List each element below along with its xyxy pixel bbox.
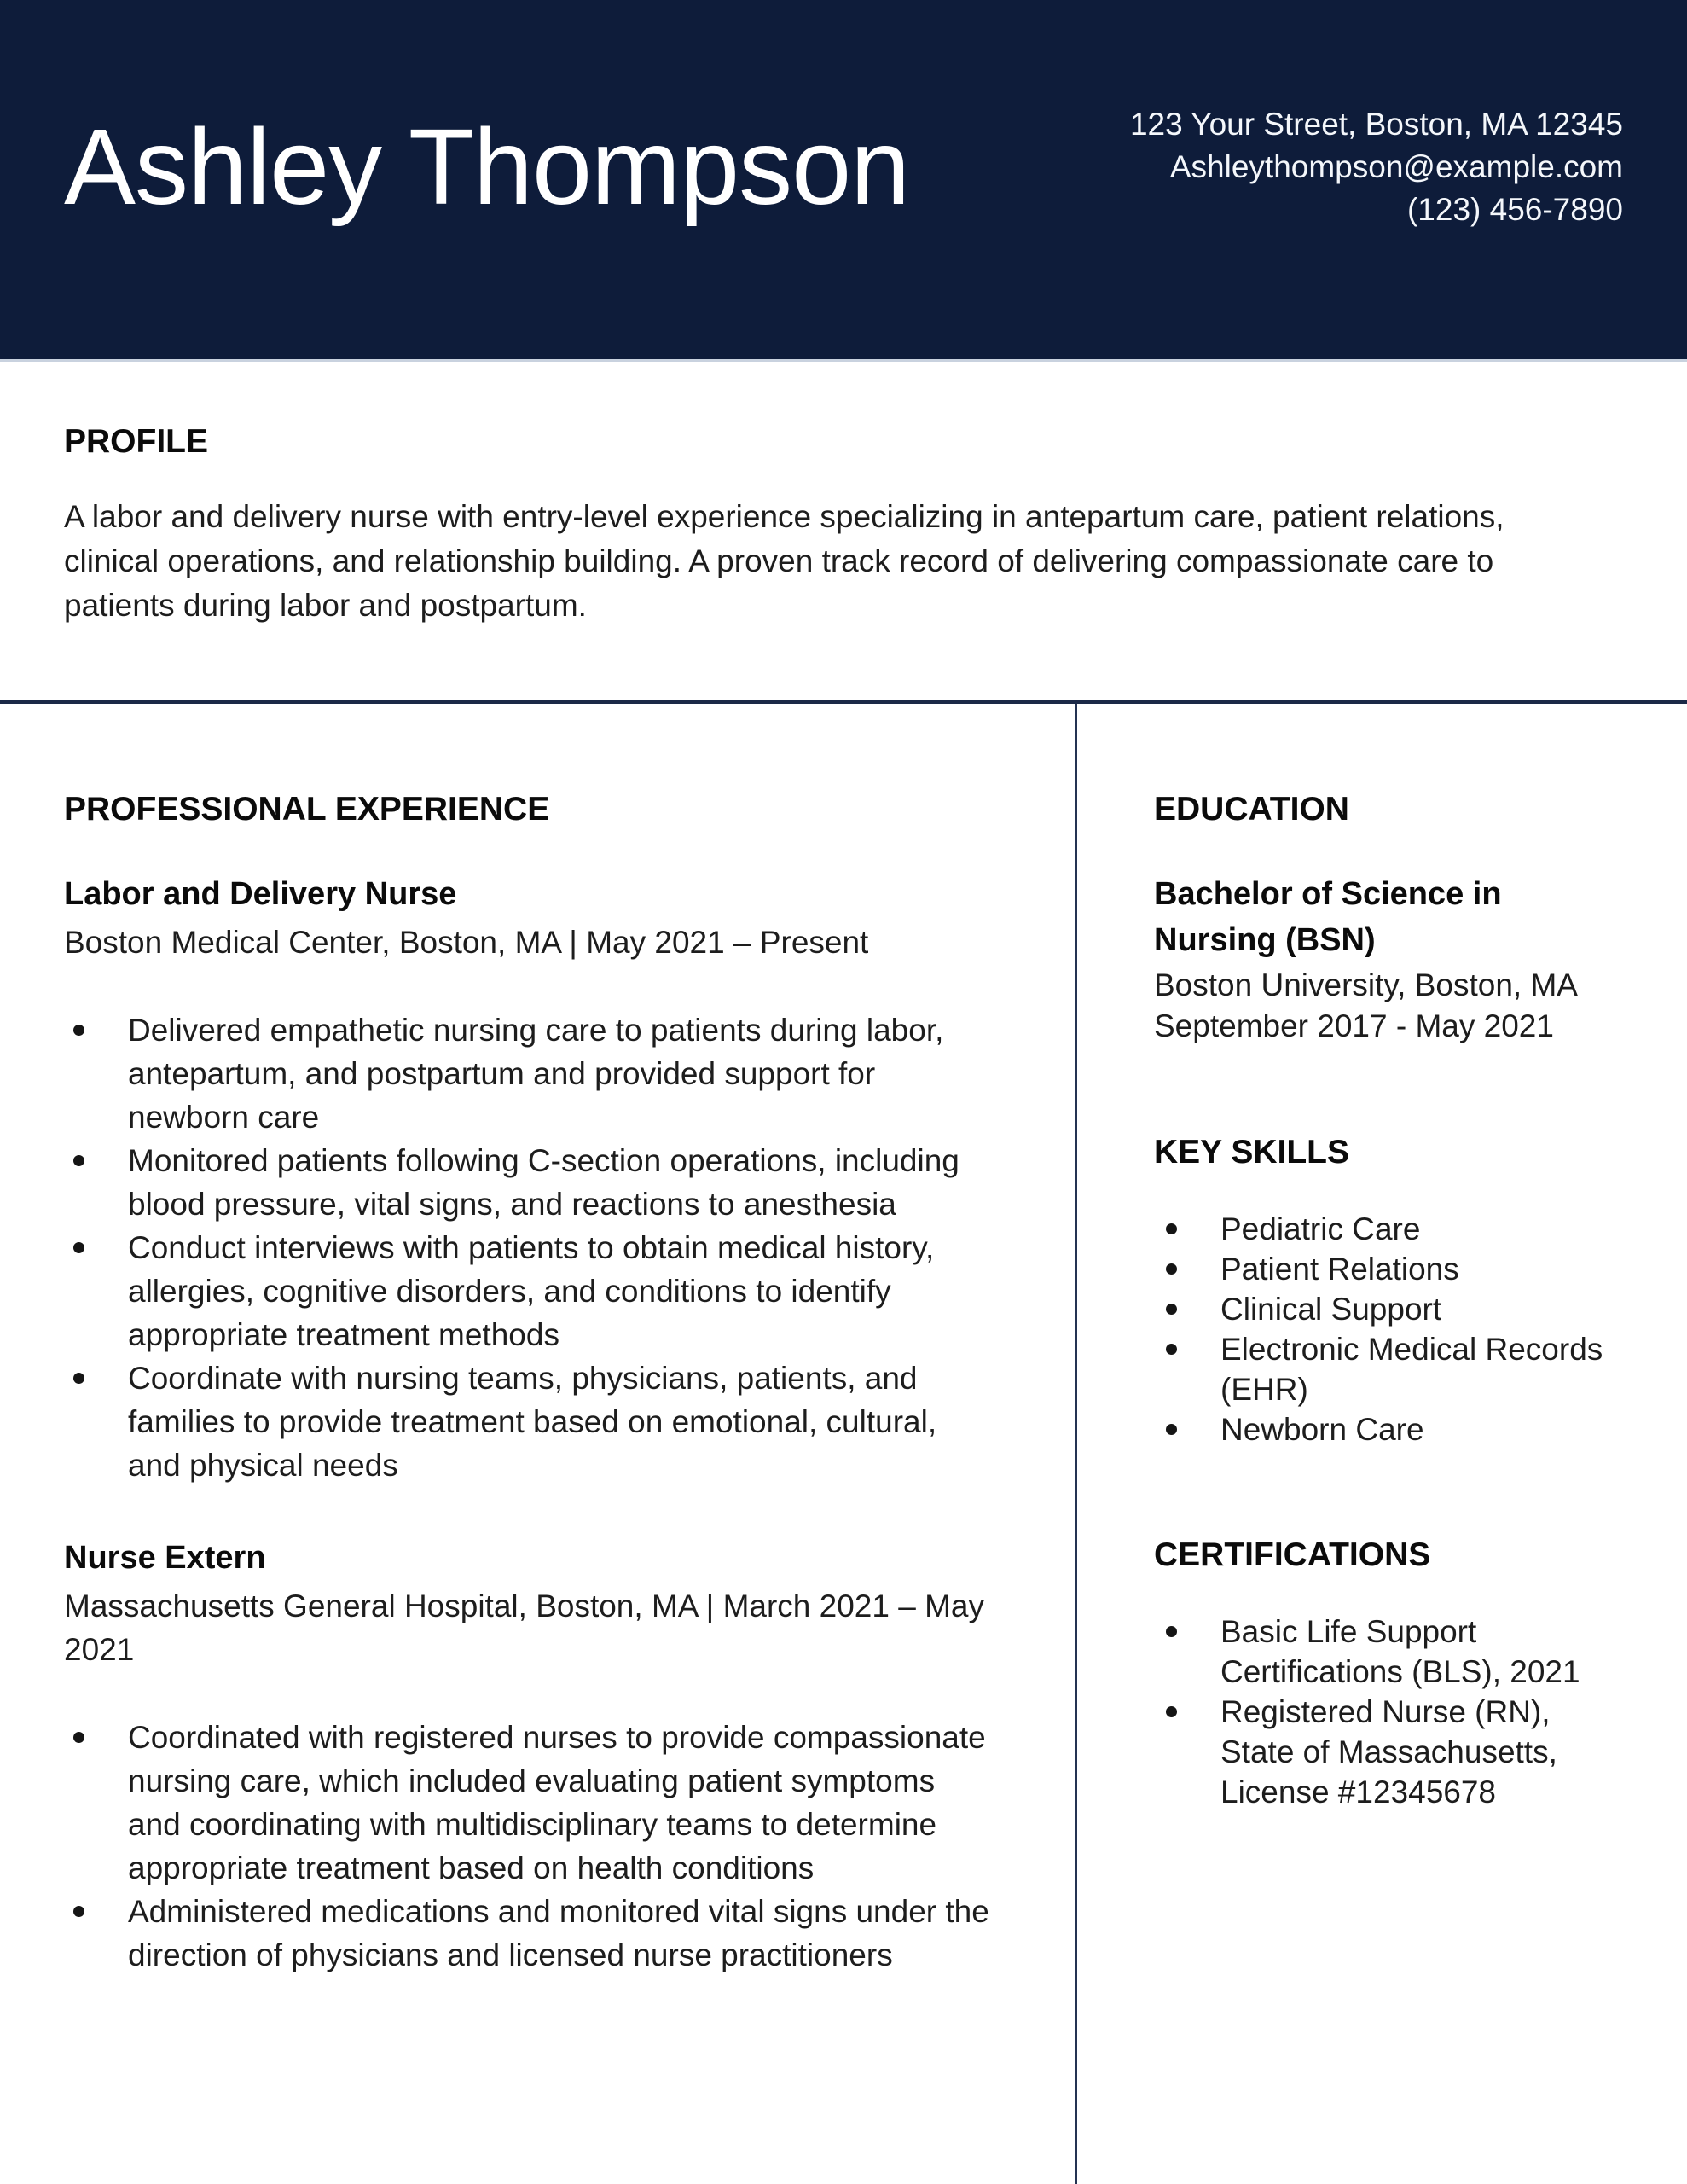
bullet-dot-icon [73, 1155, 84, 1166]
header-banner [0, 0, 1687, 362]
bullet-dot-icon [73, 1732, 84, 1743]
two-column-body [0, 704, 1687, 2184]
education-heading: EDUCATION [1154, 791, 1349, 828]
bullet-dot-icon [1166, 1344, 1177, 1355]
job-title: Labor and Delivery Nurse [64, 876, 457, 912]
key-skills-heading: KEY SKILLS [1154, 1134, 1349, 1170]
job-bullet-text: Conduct interviews with patients to obtain medical history, allergies, cognitive disorders, and conditions to identify appropriate treatment methods [128, 1230, 935, 1352]
job-bullet [64, 1226, 994, 1356]
job-bullet-list [64, 1716, 994, 1977]
certifications-heading: CERTIFICATIONS [1154, 1536, 1431, 1573]
skill-item [1154, 1289, 1623, 1329]
skill-item [1154, 1249, 1623, 1289]
bullet-dot-icon [1166, 1706, 1177, 1717]
bullet-dot-icon [73, 1373, 84, 1384]
profile-heading: PROFILE [64, 423, 209, 460]
certifications-list [1154, 1612, 1623, 1812]
job-bullet-text: Administered medications and monitored vital signs under the direction of physicians and licensed nurse practitioners [128, 1894, 989, 1972]
job-bullet-list [64, 1008, 994, 1487]
bullet-dot-icon [1166, 1223, 1177, 1234]
skill-text: Clinical Support [1220, 1292, 1442, 1327]
job-bullet-text: Coordinated with registered nurses to provide compassionate nursing care, which included evaluating patient symptoms and coordinating with multidisciplinary teams to determine appropriate treatment based on health conditions [128, 1720, 986, 1885]
bullet-dot-icon [73, 1906, 84, 1917]
certification-item [1154, 1612, 1623, 1692]
job-bullet [64, 1890, 994, 1977]
contact-email: Ashleythompson@example.com [1169, 148, 1623, 184]
job-meta: Boston Medical Center, Boston, MA | May 2021 – Present [64, 925, 869, 960]
profile-text: A labor and delivery nurse with entry-level experience specializing in antepartum care, patient relations, clinical operations, and relationship building. A proven track record of delivering compassionate care to patients during labor and postpartum. [64, 499, 1504, 623]
sidebar-column [1077, 704, 1687, 2184]
skill-text: Electronic Medical Records (EHR) [1220, 1332, 1603, 1407]
education-school: Boston University, Boston, MA [1154, 967, 1578, 1002]
contact-phone: (123) 456-7890 [1406, 191, 1623, 227]
job-bullet [64, 1139, 994, 1226]
skill-item [1154, 1329, 1623, 1409]
experience-heading: PROFESSIONAL EXPERIENCE [64, 791, 550, 828]
certification-text: Basic Life Support Certifications (BLS), 2021 [1220, 1614, 1580, 1689]
job-bullet [64, 1716, 994, 1890]
job-bullet-text: Coordinate with nursing teams, physicians, patients, and families to provide treatment based on emotional, cultural, and physical needs [128, 1361, 937, 1483]
job-bullet [64, 1356, 994, 1487]
skill-text: Patient Relations [1220, 1252, 1459, 1287]
certification-text: Registered Nurse (RN), State of Massachusetts, License #12345678 [1220, 1694, 1557, 1809]
job-bullet-text: Monitored patients following C-section operations, including blood pressure, vital signs, and reactions to anesthesia [128, 1143, 959, 1222]
skill-item [1154, 1409, 1623, 1449]
bullet-dot-icon [73, 1242, 84, 1253]
skill-text: Newborn Care [1220, 1412, 1424, 1447]
certification-item [1154, 1692, 1623, 1812]
bullet-dot-icon [1166, 1626, 1177, 1637]
bullet-dot-icon [73, 1025, 84, 1036]
education-dates: September 2017 - May 2021 [1154, 1008, 1554, 1043]
job-title: Nurse Extern [64, 1540, 266, 1576]
bullet-dot-icon [1166, 1304, 1177, 1315]
bullet-dot-icon [1166, 1424, 1177, 1435]
education-degree: Bachelor of Science in Nursing (BSN) [1154, 876, 1502, 958]
contact-block [1130, 103, 1623, 231]
skills-list [1154, 1209, 1623, 1449]
bullet-dot-icon [1166, 1263, 1177, 1275]
contact-address: 123 Your Street, Boston, MA 12345 [1129, 106, 1623, 142]
skill-text: Pediatric Care [1220, 1211, 1421, 1246]
job-bullet [64, 1008, 994, 1139]
profile-section [0, 362, 1687, 628]
skill-item [1154, 1209, 1623, 1249]
job-bullet-text: Delivered empathetic nursing care to patients during labor, antepartum, and postpartum and provided support for newborn care [128, 1013, 944, 1135]
job-meta: Massachusetts General Hospital, Boston, MA | March 2021 – May 2021 [64, 1589, 984, 1667]
person-name: Ashley Thompson [64, 106, 910, 227]
experience-column [0, 704, 1075, 2184]
